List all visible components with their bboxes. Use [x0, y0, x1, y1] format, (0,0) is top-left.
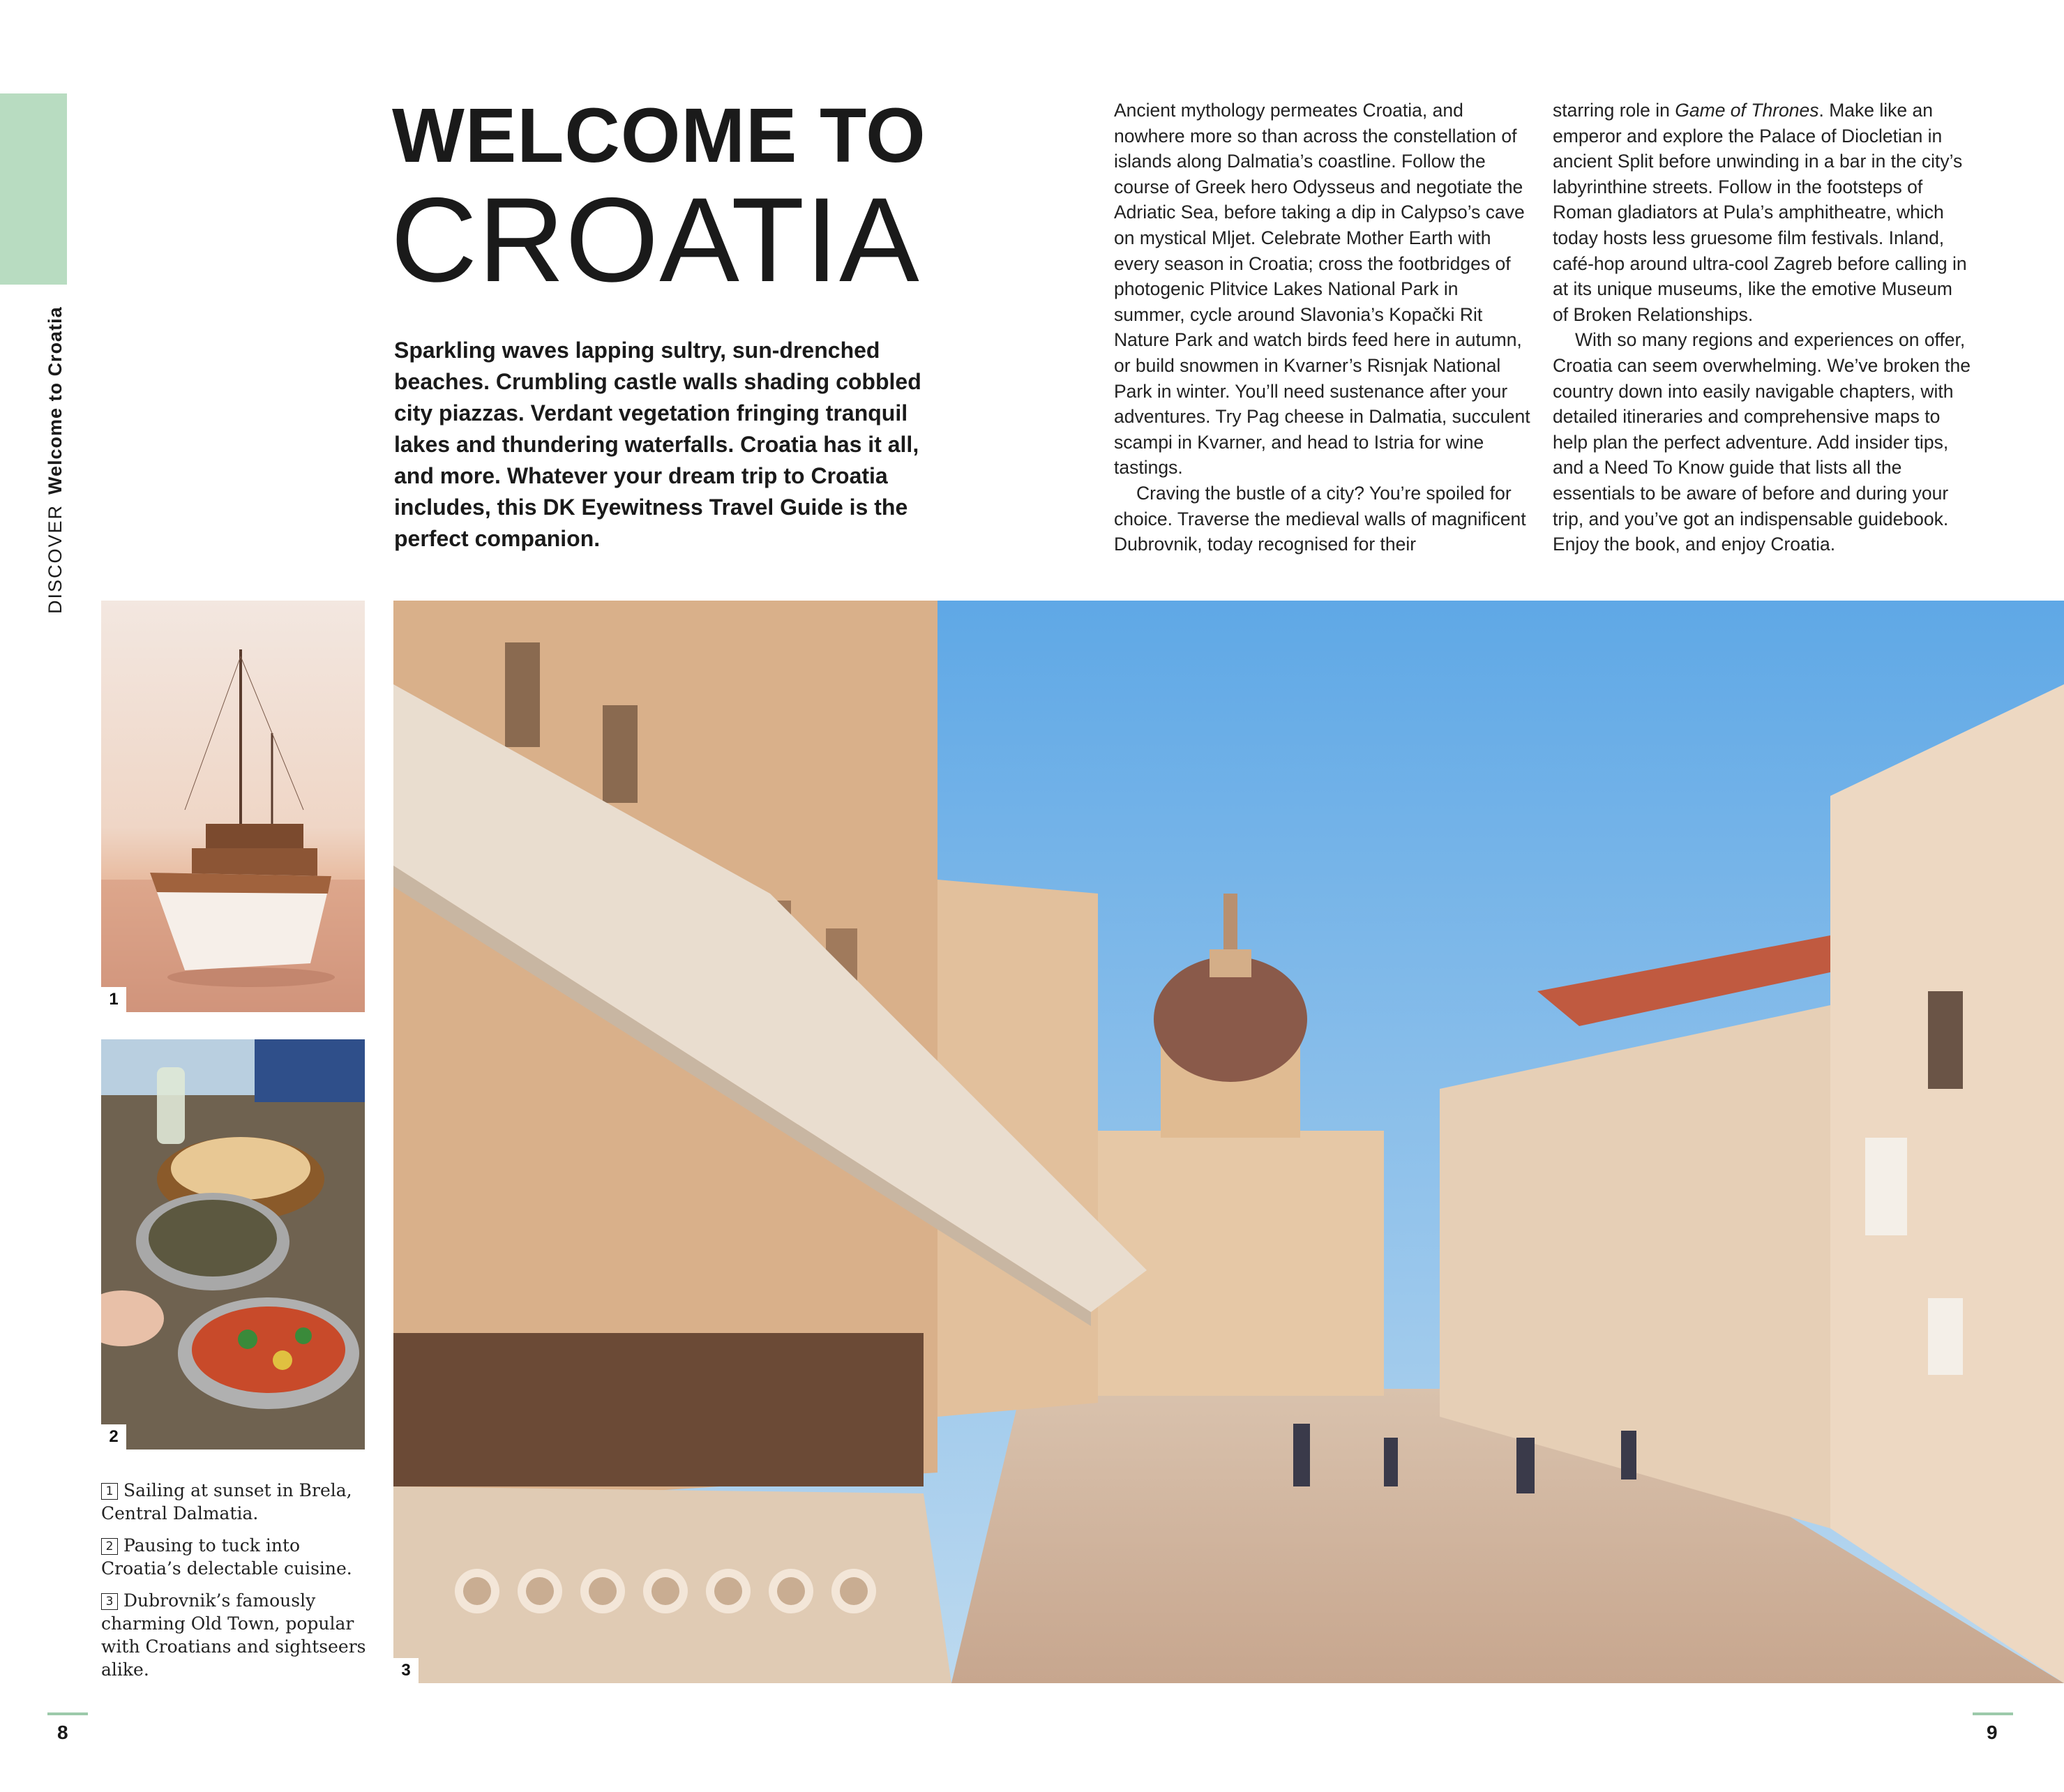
folio-rule-right: [1973, 1712, 2013, 1715]
photo-number: 3: [393, 1658, 419, 1683]
photo-captions: [101, 1479, 366, 1690]
running-head-section: Welcome to Croatia: [45, 306, 66, 495]
caption: [101, 1534, 366, 1580]
body-text: starring role in: [1553, 100, 1675, 121]
caption-text: Dubrovnik’s famously charming Old Town, popular with Croatians and sightseers alike.: [101, 1590, 366, 1680]
body-paragraph: With so many regions and experiences on offer, Croatia can seem overwhelming. We’ve broken the country down into easily navigable chapters, with detailed itineraries and comprehensive maps to help plan the perfect adventure. Add insider tips, and a Need To Know guide that lists all the essentials to be aware of before and during your trip, and you’ve got an indispensable guidebook. Enjoy the book, and enjoy Croatia.: [1553, 329, 1971, 555]
page-number-right: 9: [1987, 1722, 1998, 1743]
body-paragraph: Craving the bustle of a city? You’re spoiled for choice. Traverse the medieval walls of magnificent Dubrovnik, today recognised for their: [1114, 482, 1526, 555]
photo-number: 2: [101, 1424, 126, 1450]
body-text: . Make like an emperor and explore the Palace of Diocletian in ancient Split before unwinding in a bar in the city’s labyrinthine streets. Follow in the footsteps of Roman gladiators at Pula’s amphitheatre, which today hosts less gruesome film festivals. Inland, café-hop around ultra-cool Zagreb before calling in at its unique museums, like the emotive Museum of Broken Relationships.: [1553, 100, 1967, 325]
page-title-line2: CROATIA: [391, 173, 920, 307]
body-text-italic: Game of Thrones: [1675, 100, 1819, 121]
body-column-1: [1114, 98, 1532, 557]
body-paragraph: Ancient mythology permeates Croatia, and nowhere more so than across the constellation of islands along Dalmatia’s coastline. Follow the course of Greek hero Odysseus and negotiate the Adriatic Sea, before taking a dip in Calypso’s cave on mystical Mljet. Celebrate Mother Earth with every season in Croatia; cross the footbridges of photogenic Plitvice Lakes National Park in summer, cycle around Slavonia’s Kopački Rit Nature Park and watch birds feed here in autumn, or build snowmen in Kvarner’s Risnjak National Park in winter. You’ll need sustenance after your adventures. Try Pag cheese in Dalmatia, succulent scampi in Kvarner, and head to Istria for wine tastings.: [1114, 100, 1530, 479]
photo-cuisine: [101, 1039, 365, 1450]
caption-text: Pausing to tuck into Croatia’s delectable cuisine.: [101, 1535, 352, 1579]
page-title-line1: WELCOME TO: [392, 93, 926, 179]
running-head-category: DISCOVER: [45, 504, 66, 614]
caption: [101, 1479, 366, 1525]
folio-rule-left: [47, 1712, 88, 1715]
body-paragraph: [1553, 98, 1971, 327]
caption: [101, 1589, 366, 1681]
caption-number: 3: [101, 1593, 118, 1610]
section-tab: [0, 93, 67, 285]
caption-text: Sailing at sunset in Brela, Central Dalmatia.: [101, 1480, 352, 1523]
photo-dubrovnik-old-town: [393, 601, 2064, 1683]
photo-number: 1: [101, 987, 126, 1012]
running-head: [45, 306, 66, 614]
caption-number: 2: [101, 1538, 118, 1555]
intro-paragraph: Sparkling waves lapping sultry, sun-drenched beaches. Crumbling castle walls shading cobbled city piazzas. Verdant vegetation fringing tranquil lakes and thundering waterfalls. Croatia has it all, and more. Whatever your dream trip to Croatia includes, this DK Eyewitness Travel Guide is the perfect companion.: [394, 338, 921, 551]
page-number-left: 8: [57, 1722, 68, 1743]
body-column-2: [1553, 98, 1971, 557]
caption-number: 1: [101, 1483, 118, 1500]
photo-sailing-boat: [101, 601, 365, 1012]
